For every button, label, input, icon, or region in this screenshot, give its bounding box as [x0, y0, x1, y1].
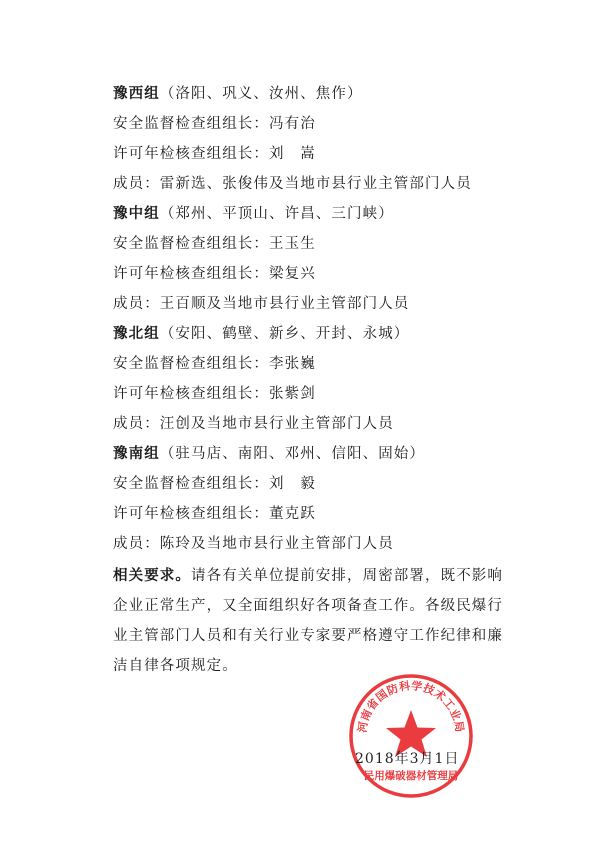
members-line: 成员：陈玲及当地市县行业主管部门人员 [113, 536, 394, 552]
group-region: （安阳、鹤壁、新乡、开封、永城） [159, 326, 410, 342]
safety-leader-line: 安全监督检查组组长：李张巍 [113, 356, 316, 372]
members-line: 成员：王百顺及当地市县行业主管部门人员 [113, 296, 410, 312]
members-line: 成员：雷新选、张俊伟及当地市县行业主管部门人员 [113, 176, 472, 192]
document-date: 2018年3月1日 [355, 751, 460, 767]
requirements-body: 请各有关单位提前安排，周密部署，既不影响企业正常生产，又全面组织好各项备查工作。各级民爆行业主管部门人员和有关行业专家要严格遵守工作纪律和廉洁自律各项规定。 [113, 568, 503, 674]
group-name: 豫西组 [113, 86, 160, 102]
group-heading [113, 204, 394, 224]
license-leader-line: 许可年检核查组组长：梁复兴 [113, 266, 316, 282]
safety-leader-line: 安全监督检查组组长：冯有治 [113, 116, 316, 132]
requirements-paragraph [113, 561, 513, 681]
safety-leader-line: 安全监督检查组组长：刘 毅 [113, 476, 316, 492]
license-leader-line: 许可年检核查组组长：张紫剑 [113, 386, 316, 402]
license-leader-line: 许可年检核查组组长：董克跃 [113, 506, 316, 522]
svg-text:河南省国防科学技术工业局: 河南省国防科学技术工业局 [355, 679, 467, 734]
group-name: 豫南组 [113, 446, 160, 462]
requirements-heading: 相关要求。 [113, 568, 191, 584]
license-leader-line: 许可年检核查组组长：刘 嵩 [113, 146, 316, 162]
members-line: 成员：汪创及当地市县行业主管部门人员 [113, 416, 394, 432]
safety-leader-line: 安全监督检查组组长：王玉生 [113, 236, 316, 252]
group-region: （驻马店、南阳、邓州、信阳、固始） [159, 446, 426, 462]
group-heading [113, 444, 425, 464]
group-heading [113, 84, 363, 104]
official-seal-stamp [347, 672, 475, 800]
svg-text:民用爆破器材管理局: 民用爆破器材管理局 [363, 770, 459, 782]
group-name: 豫中组 [113, 206, 160, 222]
group-region: （郑州、平顶山、许昌、三门峡） [159, 206, 394, 222]
group-heading [113, 324, 409, 344]
group-name: 豫北组 [113, 326, 160, 342]
group-region: （洛阳、巩义、汝州、焦作） [159, 86, 363, 102]
